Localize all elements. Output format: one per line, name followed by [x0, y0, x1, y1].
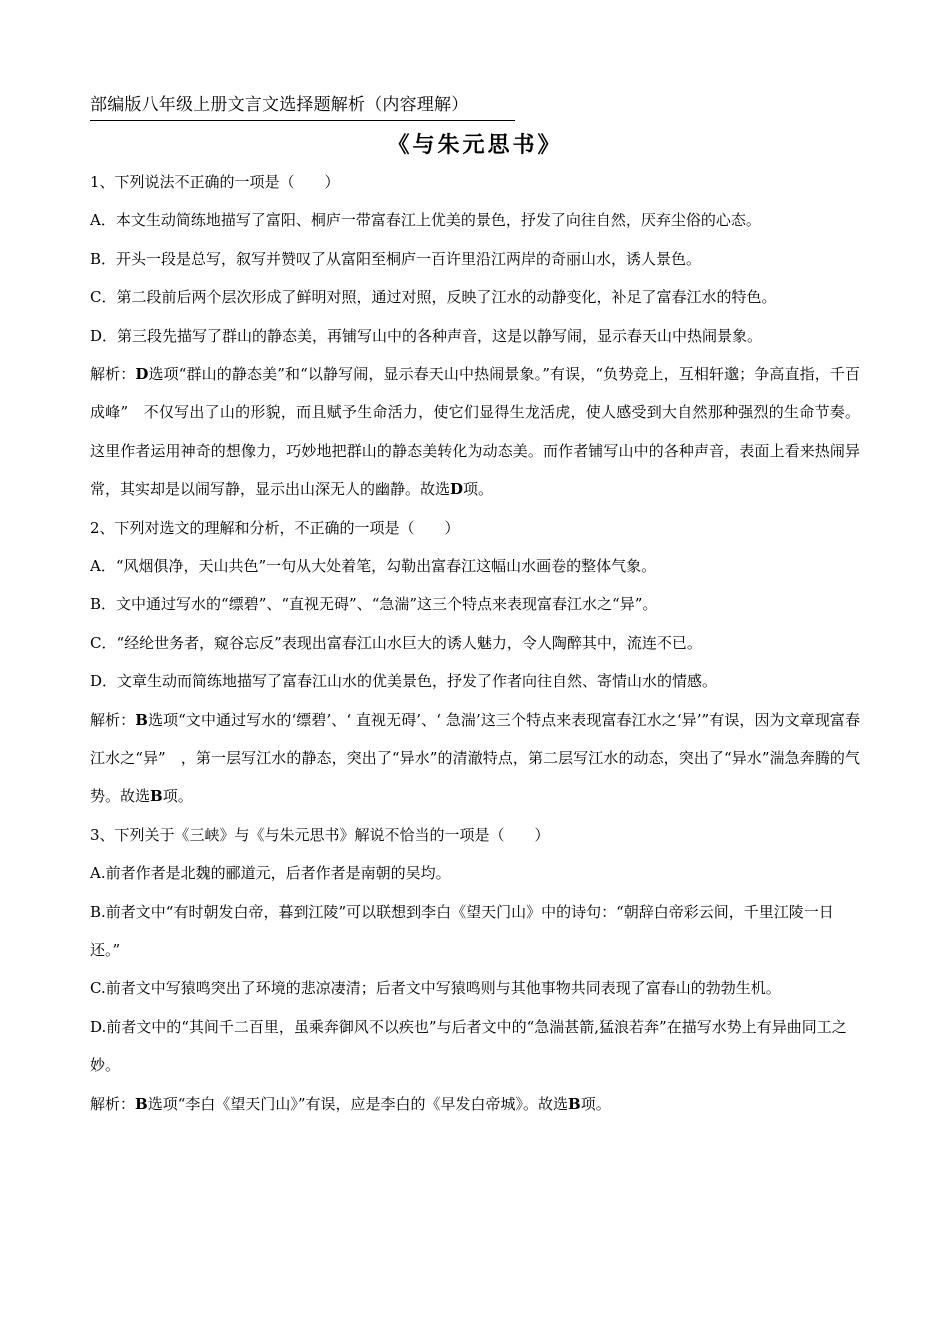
document-body — [90, 163, 860, 1123]
question-1-option-d: D．第三段先描写了群山的静态美，再铺写山中的各种声音，这是以静写闹，显示春天山中热闹景象。 — [90, 326, 763, 345]
question-1-analysis — [90, 355, 860, 509]
question-3-option-a: A.前者作者是北魏的郦道元，后者作者是南朝的吴均。 — [90, 864, 451, 883]
analysis-suffix: 项。 — [580, 1094, 611, 1113]
analysis-answer: B — [135, 1094, 148, 1113]
question-1-option-b: B．开头一段是总写，叙写并赞叹了从富阳至桐庐一百许里沿江两岸的奇丽山水，诱人景色。 — [90, 249, 702, 268]
question-2-analysis — [90, 701, 860, 816]
question-3-stem: 3、下列关于《三峡》与《与朱元思书》解说不恰当的一项是（ ） — [90, 825, 550, 844]
analysis-suffix: 项。 — [463, 480, 494, 499]
analysis-prefix: 解析： — [90, 1094, 136, 1113]
analysis-answer: D — [135, 364, 149, 383]
analysis-suffix: 项。 — [162, 787, 193, 806]
question-3-option-d: D.前者文中的“其间千二百里，虽乘奔御风不以疾也”与后者文中的“急湍甚箭,猛浪若奔”在描写水势上有异曲同工之妙。 — [90, 1017, 847, 1075]
question-1-option-c: C．第二段前后两个层次形成了鲜明对照，通过对照，反映了江水的动静变化，补足了富春江水的特色。 — [90, 288, 777, 307]
question-1-stem: 1、下列说法不正确的一项是（ ） — [90, 173, 340, 191]
analysis-answer: D — [450, 480, 464, 499]
question-3-option-c: C.前者文中写猿鸣突出了环境的悲凉凄清；后者文中写猿鸣则与其他事物共同表现了富春山的勃勃生机。 — [90, 979, 781, 998]
analysis-answer: B — [568, 1094, 581, 1113]
analysis-body: 选项“李白《望天门山》”有误，应是李白的《早发白帝城》。故选 — [147, 1094, 569, 1113]
question-1-option-a: A．本文生动简练地描写了富阳、桐庐一带富春江上优美的景色，抒发了向往自然，厌弃尘俗的心态。 — [90, 211, 761, 230]
document-header: 部编版八年级上册文言文选择题解析（内容理解） — [90, 95, 469, 115]
question-2-stem: 2、下列对选文的理解和分析，不正确的一项是（ ） — [90, 518, 460, 537]
analysis-answer: B — [150, 787, 163, 806]
analysis-answer: B — [135, 710, 148, 729]
question-2-option-b: B．文中通过写水的“缥碧”、“直视无碍”、“急湍”这三个特点来表现富春江水之“异”。 — [90, 595, 658, 614]
analysis-body: 选项“文中通过写水的‘缥碧’、‘ 直视无碍’、‘ 急湍’这三个特点来表现富春江水之‘异’”有误，因为文章现富春江水之“异” ，第一层写江水的静态，突出了“异水”的清澈特点，第二层写江水的动态，突出了“异水”湍急奔腾的气势。故选 — [90, 710, 860, 806]
question-2-option-a: A．“风烟俱净，天山共色”一句从大处着笔，勾勒出富春江这幅山水画卷的整体气象。 — [90, 556, 657, 575]
question-3-option-b: B.前者文中“有时朝发白帝，暮到江陵”可以联想到李白《望天门山》中的诗句：“朝辞白帝彩云间，千里江陵一日还。” — [90, 902, 834, 959]
analysis-prefix: 解析： — [90, 710, 136, 729]
question-2-option-c: C．“经纶世务者，窥谷忘反”表现出富春江山水巨大的诱人魅力，令人陶醉其中，流连不已。 — [90, 633, 702, 652]
analysis-prefix: 解析： — [90, 364, 136, 383]
question-3-analysis — [90, 1085, 860, 1123]
header-underline — [90, 120, 515, 121]
page-title: 《与朱元思书》 — [387, 132, 563, 158]
question-2-option-d: D．文章生动而简练地描写了富春江山水的优美景色，抒发了作者向往自然、寄情山水的情感。 — [90, 672, 718, 691]
analysis-body: 选项“群山的静态美”和“以静写闹，显示春天山中热闹景象。”有误，“负势竞上，互相轩邈；争高直指，千百成峰” 不仅写出了山的形貌，而且赋予生命活力，使它们显得生龙活虎，使人感受到大自然那种强烈的生命节奏。这里作者运用神奇的想像力，巧妙地把群山的静态美转化为动态美。而作者铺写山中的各种声音，表面上看来热闹异常，其实却是以闹写静，显示出山深无人的幽静。故选 — [90, 364, 860, 499]
